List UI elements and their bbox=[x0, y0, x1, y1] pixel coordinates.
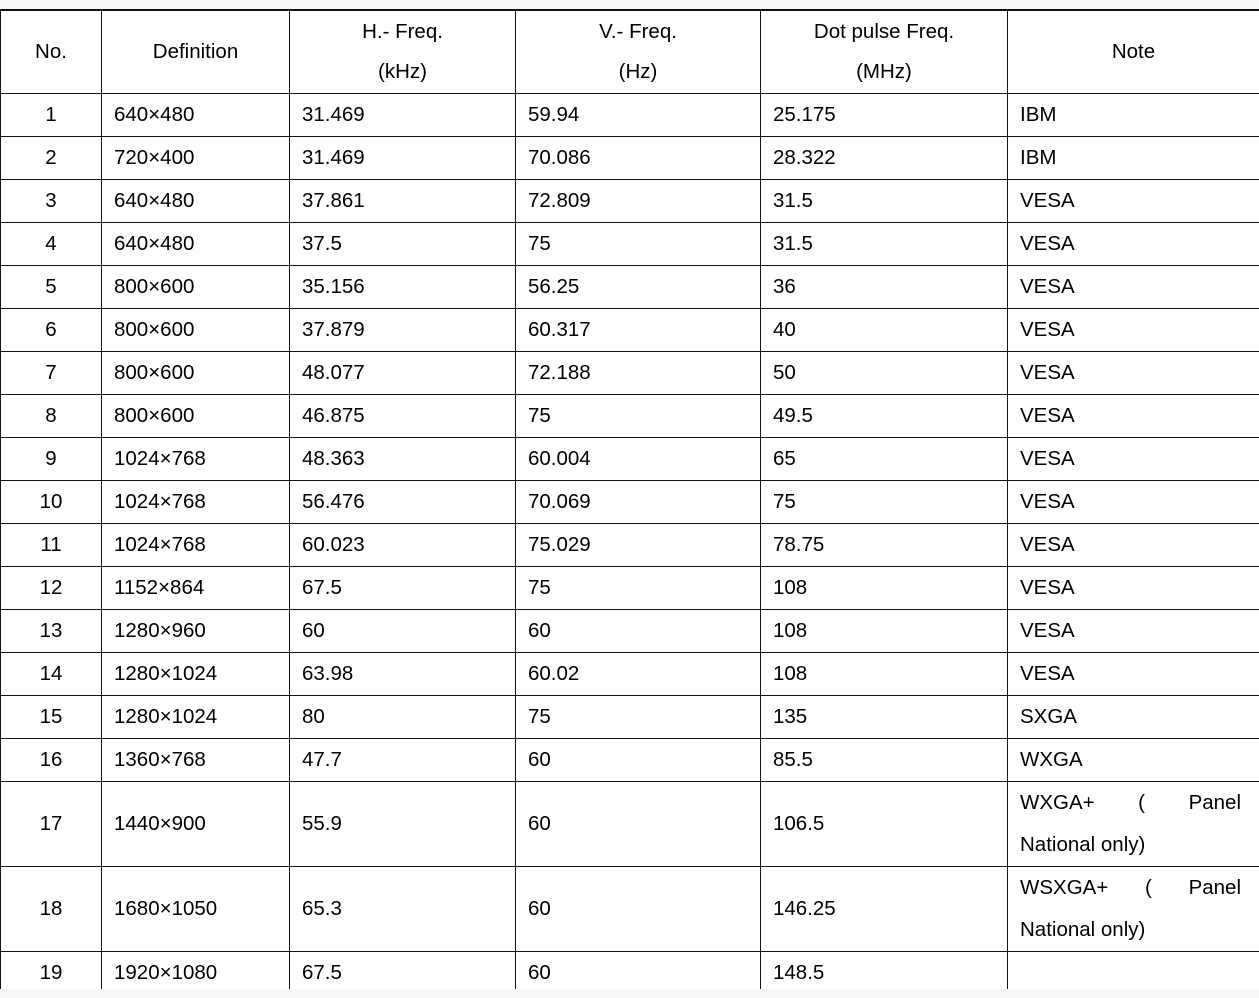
cell-note: VESA bbox=[1008, 567, 1259, 610]
cell-dot-pulse-freq: 36 bbox=[761, 266, 1008, 309]
cell-note: VESA bbox=[1008, 653, 1259, 696]
cell-note: WSXGA+ ( Panel National only) bbox=[1008, 867, 1259, 952]
cell-dot-pulse-freq: 25.175 bbox=[761, 94, 1008, 137]
cell-definition: 1152×864 bbox=[102, 567, 290, 610]
cell-dot-pulse-freq: 135 bbox=[761, 696, 1008, 739]
cell-v-freq: 60 bbox=[516, 952, 761, 995]
cell-note: VESA bbox=[1008, 481, 1259, 524]
cell-dot-pulse-freq: 106.5 bbox=[761, 782, 1008, 867]
cell-dot-pulse-freq: 49.5 bbox=[761, 395, 1008, 438]
cell-h-freq: 31.469 bbox=[290, 94, 516, 137]
header-label: No. bbox=[35, 40, 67, 63]
cell-no: 5 bbox=[1, 266, 102, 309]
cell-definition: 720×400 bbox=[102, 137, 290, 180]
cell-note: IBM bbox=[1008, 94, 1259, 137]
cell-dot-pulse-freq: 146.25 bbox=[761, 867, 1008, 952]
cell-v-freq: 60.317 bbox=[516, 309, 761, 352]
cell-h-freq: 48.077 bbox=[290, 352, 516, 395]
cell-v-freq: 60.02 bbox=[516, 653, 761, 696]
cell-no: 19 bbox=[1, 952, 102, 995]
header-v-freq bbox=[516, 11, 761, 94]
header-label: Definition bbox=[152, 40, 239, 63]
cell-dot-pulse-freq: 50 bbox=[761, 352, 1008, 395]
table-row bbox=[1, 352, 1259, 395]
cell-h-freq: 48.363 bbox=[290, 438, 516, 481]
table-row bbox=[1, 739, 1259, 782]
cell-no: 18 bbox=[1, 867, 102, 952]
cell-h-freq: 67.5 bbox=[290, 952, 516, 995]
cell-v-freq: 75.029 bbox=[516, 524, 761, 567]
header-row bbox=[1, 11, 1259, 94]
cell-v-freq: 75 bbox=[516, 223, 761, 266]
table-row bbox=[1, 395, 1259, 438]
cell-definition: 1280×1024 bbox=[102, 696, 290, 739]
header-unit: (Hz) bbox=[618, 60, 658, 83]
header-no bbox=[1, 11, 102, 94]
cell-h-freq: 47.7 bbox=[290, 739, 516, 782]
table-row bbox=[1, 180, 1259, 223]
cell-note: VESA bbox=[1008, 180, 1259, 223]
cell-v-freq: 60 bbox=[516, 867, 761, 952]
cell-h-freq: 65.3 bbox=[290, 867, 516, 952]
header-label: Dot pulse Freq. bbox=[813, 20, 955, 43]
header-label: Note bbox=[1111, 40, 1156, 63]
cell-dot-pulse-freq: 75 bbox=[761, 481, 1008, 524]
cell-h-freq: 55.9 bbox=[290, 782, 516, 867]
cell-note: IBM bbox=[1008, 137, 1259, 180]
cell-dot-pulse-freq: 31.5 bbox=[761, 223, 1008, 266]
cell-v-freq: 72.809 bbox=[516, 180, 761, 223]
cell-h-freq: 60.023 bbox=[290, 524, 516, 567]
cell-v-freq: 72.188 bbox=[516, 352, 761, 395]
table-row bbox=[1, 438, 1259, 481]
cell-v-freq: 60 bbox=[516, 739, 761, 782]
table-row bbox=[1, 653, 1259, 696]
cell-v-freq: 60 bbox=[516, 610, 761, 653]
cell-h-freq: 63.98 bbox=[290, 653, 516, 696]
cell-h-freq: 31.469 bbox=[290, 137, 516, 180]
table-row bbox=[1, 524, 1259, 567]
cell-v-freq: 70.069 bbox=[516, 481, 761, 524]
cell-h-freq: 35.156 bbox=[290, 266, 516, 309]
cell-note: VESA bbox=[1008, 610, 1259, 653]
cell-no: 12 bbox=[1, 567, 102, 610]
cell-no: 8 bbox=[1, 395, 102, 438]
cell-dot-pulse-freq: 108 bbox=[761, 567, 1008, 610]
cell-dot-pulse-freq: 31.5 bbox=[761, 180, 1008, 223]
cell-h-freq: 37.5 bbox=[290, 223, 516, 266]
cell-no: 11 bbox=[1, 524, 102, 567]
cell-dot-pulse-freq: 108 bbox=[761, 653, 1008, 696]
cell-v-freq: 60 bbox=[516, 782, 761, 867]
cell-h-freq: 37.861 bbox=[290, 180, 516, 223]
cell-no: 7 bbox=[1, 352, 102, 395]
cell-no: 6 bbox=[1, 309, 102, 352]
cell-dot-pulse-freq: 108 bbox=[761, 610, 1008, 653]
cell-h-freq: 80 bbox=[290, 696, 516, 739]
header-label: H.- Freq. bbox=[362, 20, 443, 43]
table-row bbox=[1, 94, 1259, 137]
cell-v-freq: 75 bbox=[516, 567, 761, 610]
cell-definition: 1920×1080 bbox=[102, 952, 290, 995]
cell-definition: 1360×768 bbox=[102, 739, 290, 782]
cell-note: VESA bbox=[1008, 395, 1259, 438]
cell-definition: 1024×768 bbox=[102, 481, 290, 524]
cell-no: 3 bbox=[1, 180, 102, 223]
cell-dot-pulse-freq: 65 bbox=[761, 438, 1008, 481]
table-header bbox=[1, 11, 1259, 94]
cell-dot-pulse-freq: 78.75 bbox=[761, 524, 1008, 567]
table-row bbox=[1, 309, 1259, 352]
header-unit: (kHz) bbox=[378, 60, 427, 83]
table-row bbox=[1, 266, 1259, 309]
cell-dot-pulse-freq: 40 bbox=[761, 309, 1008, 352]
cell-no: 10 bbox=[1, 481, 102, 524]
header-label: V.- Freq. bbox=[599, 20, 677, 43]
cell-dot-pulse-freq: 85.5 bbox=[761, 739, 1008, 782]
cell-h-freq: 46.875 bbox=[290, 395, 516, 438]
cell-no: 9 bbox=[1, 438, 102, 481]
cell-definition: 1280×1024 bbox=[102, 653, 290, 696]
cell-definition: 800×600 bbox=[102, 266, 290, 309]
header-unit: (MHz) bbox=[856, 60, 912, 83]
cell-definition: 1680×1050 bbox=[102, 867, 290, 952]
header-note bbox=[1008, 11, 1259, 94]
cell-no: 16 bbox=[1, 739, 102, 782]
table-body bbox=[1, 94, 1259, 995]
cell-no: 4 bbox=[1, 223, 102, 266]
cell-h-freq: 60 bbox=[290, 610, 516, 653]
cell-definition: 640×480 bbox=[102, 223, 290, 266]
top-margin-strip bbox=[0, 0, 1259, 10]
table-row bbox=[1, 696, 1259, 739]
cell-no: 2 bbox=[1, 137, 102, 180]
cell-h-freq: 56.476 bbox=[290, 481, 516, 524]
cell-definition: 1024×768 bbox=[102, 524, 290, 567]
cell-v-freq: 70.086 bbox=[516, 137, 761, 180]
table-row bbox=[1, 481, 1259, 524]
table-row bbox=[1, 782, 1259, 867]
cell-no: 17 bbox=[1, 782, 102, 867]
cell-no: 1 bbox=[1, 94, 102, 137]
table-row bbox=[1, 223, 1259, 266]
cell-note: WXGA+ ( Panel National only) bbox=[1008, 782, 1259, 867]
cell-note: VESA bbox=[1008, 309, 1259, 352]
table-row bbox=[1, 567, 1259, 610]
cell-definition: 800×600 bbox=[102, 352, 290, 395]
cell-note: VESA bbox=[1008, 438, 1259, 481]
cell-definition: 1024×768 bbox=[102, 438, 290, 481]
bottom-margin-strip bbox=[0, 989, 1259, 998]
cell-definition: 640×480 bbox=[102, 94, 290, 137]
cell-v-freq: 59.94 bbox=[516, 94, 761, 137]
cell-definition: 800×600 bbox=[102, 309, 290, 352]
table-row bbox=[1, 137, 1259, 180]
cell-v-freq: 56.25 bbox=[516, 266, 761, 309]
cell-note: VESA bbox=[1008, 266, 1259, 309]
cell-definition: 1440×900 bbox=[102, 782, 290, 867]
cell-no: 13 bbox=[1, 610, 102, 653]
cell-note: VESA bbox=[1008, 524, 1259, 567]
cell-definition: 800×600 bbox=[102, 395, 290, 438]
cell-no: 14 bbox=[1, 653, 102, 696]
cell-v-freq: 75 bbox=[516, 696, 761, 739]
cell-dot-pulse-freq: 28.322 bbox=[761, 137, 1008, 180]
cell-note: VESA bbox=[1008, 352, 1259, 395]
cell-dot-pulse-freq: 148.5 bbox=[761, 952, 1008, 995]
cell-note: VESA bbox=[1008, 223, 1259, 266]
cell-h-freq: 67.5 bbox=[290, 567, 516, 610]
cell-v-freq: 60.004 bbox=[516, 438, 761, 481]
cell-note: WXGA bbox=[1008, 739, 1259, 782]
timing-modes-table bbox=[0, 10, 1259, 995]
cell-note: SXGA bbox=[1008, 696, 1259, 739]
header-dot-pulse-freq bbox=[761, 11, 1008, 94]
cell-definition: 640×480 bbox=[102, 180, 290, 223]
table-row bbox=[1, 867, 1259, 952]
cell-no: 15 bbox=[1, 696, 102, 739]
cell-h-freq: 37.879 bbox=[290, 309, 516, 352]
header-definition bbox=[102, 11, 290, 94]
cell-definition: 1280×960 bbox=[102, 610, 290, 653]
cell-v-freq: 75 bbox=[516, 395, 761, 438]
table-row bbox=[1, 610, 1259, 653]
header-h-freq bbox=[290, 11, 516, 94]
